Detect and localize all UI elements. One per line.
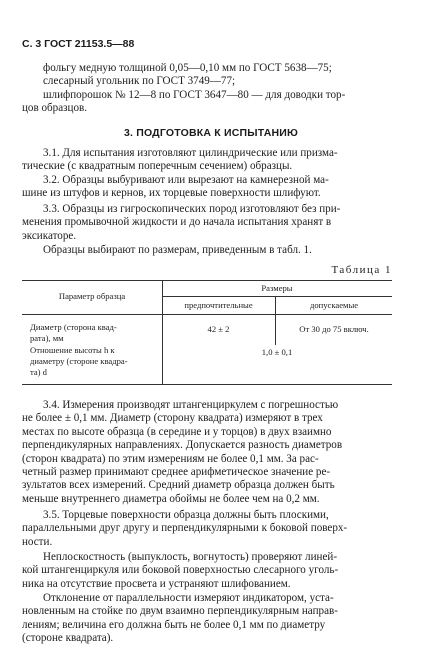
text-line: шине из штуфов и кернов, их торцевые поверхности шлифуют. <box>22 187 321 200</box>
text-line: цов образцов. <box>22 102 88 115</box>
text-line: перпендикулярных направлениях. Допускается разность диаметров <box>22 439 343 452</box>
row2-value: 1,0 ± 0,1 <box>261 347 293 357</box>
text-line: не более ± 0,1 мм. Диаметр (сторону квадрата) измеряют в трех <box>22 412 323 425</box>
text-line: (сторон квадрата) по этим измерениям не более 0,1 мм. За рас- <box>22 452 319 465</box>
text-line: лениям; величина его должна быть не более 0,1 мм по диаметру <box>22 618 326 631</box>
row1-preferred: 42 ± 2 <box>207 324 230 334</box>
text-line: новленным на стойке по двум взаимно перпендикулярным направ- <box>22 605 338 618</box>
text-line: кой штангенциркуля или боковой поверхностью слесарного уголь- <box>22 564 339 577</box>
text-line: Диаметр (сторона квад- <box>30 322 117 332</box>
paragraph-3-2 <box>22 174 329 201</box>
table-head-rule <box>22 314 392 315</box>
text-line: Неплоскостность (выпуклость, вогнутость) проверяют линей- <box>43 551 338 563</box>
paragraph-flatness <box>22 551 338 591</box>
table-caption: Таблица 1 <box>331 264 392 276</box>
paragraph-selection <box>22 244 312 257</box>
text-line: зультатов всех измерений. Средний диаметр образца должен быть <box>22 479 335 492</box>
text-line: диаметру (стороне квадра- <box>30 356 128 366</box>
paragraph-3-4 <box>22 399 342 506</box>
header-sizes: Размеры <box>261 283 293 293</box>
text-line: Образцы выбирают по размерам, приведенным в табл. 1. <box>43 244 312 256</box>
paragraph-3-5 <box>22 509 347 549</box>
text-line: слесарный угольник по ГОСТ 3749—77; <box>43 75 236 88</box>
row1-param <box>30 322 117 344</box>
paragraph-3-1 <box>22 147 338 174</box>
table-sub-rule <box>162 296 392 297</box>
text-line: параллельными друг другу и перпендикулярными к боковой поверх- <box>22 522 348 535</box>
text-line: 3.1. Для испытания изготовляют цилиндрические или призма- <box>43 147 338 159</box>
text-line: 3.4. Измерения производят штангенциркулем с погрешностью <box>43 399 339 411</box>
text-line: меньше внутреннего диаметра обоймы не более чем на 0,2 мм. <box>22 492 320 505</box>
header-param: Параметр образца <box>58 291 126 301</box>
text-line: ности. <box>22 535 53 548</box>
table-bottom-rule <box>22 384 392 385</box>
text-line: менения промывочной жидкости и до начала испытания хранят в <box>22 216 332 229</box>
text-line: Отношение высоты h к <box>30 345 115 355</box>
page-header: С. 3 ГОСТ 21153.5—88 <box>22 38 135 50</box>
row2-param <box>30 345 128 378</box>
text-line: (стороне квадрата). <box>22 632 114 645</box>
text-line: местах по высоте образца (в середине и у торцов) в двух взаимно <box>22 425 332 438</box>
text-line: четный размер принимают среднее арифметическое значение ре- <box>22 466 331 479</box>
text-line: та) d <box>30 367 47 377</box>
paragraph-parallelism <box>22 592 338 646</box>
text-line: фольгу медную толщиной 0,05—0,10 мм по ГОСТ 5638—75; <box>43 62 332 74</box>
text-line: 3.3. Образцы из гигроскопических пород изготовляют без при- <box>43 203 341 215</box>
text-line: ника на отсутствие просвета и устраняют шлифованием. <box>22 577 291 590</box>
row1-allowed: От 30 до 75 включ. <box>299 324 369 334</box>
text-line: тические (с квадратным поперечным сечением) образцы. <box>22 160 293 173</box>
text-line: 3.5. Торцевые поверхности образца должны быть плоскими, <box>43 509 329 521</box>
text-line: шлифпорошок № 12—8 по ГОСТ 3647—80 — для доводки тор- <box>43 88 346 101</box>
intro-paragraph <box>22 62 345 116</box>
header-allowed: допускаемые <box>309 300 359 310</box>
text-line: Отклонение от параллельности измеряют индикатором, уста- <box>43 592 334 604</box>
table-top-rule <box>22 280 392 281</box>
header-preferred: предпочтительные <box>184 300 253 310</box>
section-title: 3. ПОДГОТОВКА К ИСПЫТАНИЮ <box>123 127 299 139</box>
paragraph-3-3 <box>22 203 340 243</box>
text-line: рата), мм <box>30 333 64 343</box>
text-line: эксикаторе. <box>22 229 77 242</box>
text-line: 3.2. Образцы выбуривают или вырезают на камнерезной ма- <box>43 174 329 186</box>
